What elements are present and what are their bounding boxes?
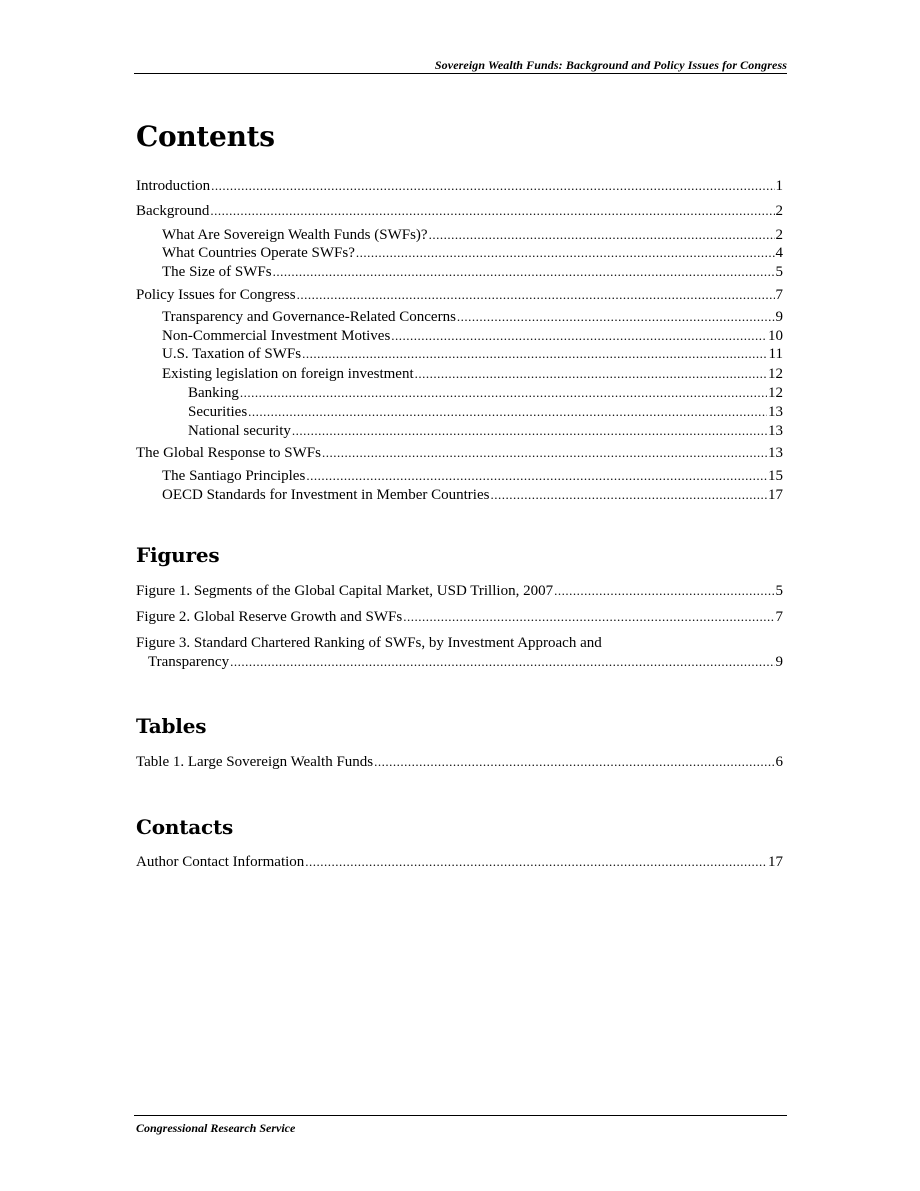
toc-entry-label: Existing legislation on foreign investment <box>162 366 414 382</box>
footer-org: Congressional Research Service <box>136 1121 296 1135</box>
toc-entry-page: 6 <box>775 754 783 770</box>
toc-leader-dots <box>554 582 774 600</box>
toc-entry-label: U.S. Taxation of SWFs <box>162 346 302 362</box>
toc-entry-national-security[interactable] <box>188 422 783 440</box>
toc-entry-label: The Santiago Principles <box>162 468 306 484</box>
toc-entry-introduction[interactable] <box>136 177 783 195</box>
toc-entry-table-1[interactable] <box>136 753 783 771</box>
toc-entry-label: Introduction <box>136 178 211 194</box>
toc-leader-dots <box>292 422 767 440</box>
toc-entry-figure-1[interactable] <box>136 582 783 600</box>
toc-entry-figure-3[interactable] <box>148 653 783 671</box>
toc-leader-dots <box>490 486 767 504</box>
toc-entry-label: Figure 1. Segments of the Global Capital Market, USD Trillion, 2007 <box>136 583 554 599</box>
toc-entry-page: 13 <box>768 445 783 461</box>
toc-entry-policy-issues[interactable] <box>136 286 783 304</box>
toc-entry-page: 12 <box>768 366 783 382</box>
toc-leader-dots <box>240 384 767 402</box>
toc-entry-page: 17 <box>768 487 783 503</box>
toc-entry-page: 12 <box>768 385 783 401</box>
toc-leader-dots <box>302 345 767 363</box>
toc-entry-label: Transparency <box>148 654 230 670</box>
toc-entry-page: 7 <box>775 287 783 303</box>
toc-entry-page: 9 <box>775 654 783 670</box>
toc-entry-label: OECD Standards for Investment in Member Countries <box>162 487 490 503</box>
toc-entry-label: Non-Commercial Investment Motives <box>162 328 391 344</box>
toc-entry-label: The Global Response to SWFs <box>136 445 321 461</box>
toc-entry-non-commercial[interactable] <box>162 327 783 345</box>
toc-entry-page: 2 <box>775 203 783 219</box>
toc-leader-dots <box>403 608 774 626</box>
toc-entry-us-taxation[interactable] <box>162 345 783 363</box>
toc-leader-dots <box>211 177 774 195</box>
toc-entry-label: National security <box>188 423 291 439</box>
toc-entry-label: Banking <box>188 385 239 401</box>
toc-leader-dots <box>457 308 775 326</box>
tables-heading: Tables <box>136 714 207 738</box>
contents-heading: Contents <box>136 120 275 153</box>
toc-entry-page: 7 <box>775 609 783 625</box>
toc-entry-global-response[interactable] <box>136 444 783 462</box>
toc-leader-dots <box>230 653 774 671</box>
toc-leader-dots <box>273 263 775 281</box>
toc-entry-banking[interactable] <box>188 384 783 402</box>
toc-entry-page: 15 <box>768 468 783 484</box>
toc-entry-securities[interactable] <box>188 403 783 421</box>
toc-leader-dots <box>429 226 775 244</box>
toc-entry-page: 11 <box>768 346 783 362</box>
toc-entry-label: Table 1. Large Sovereign Wealth Funds <box>136 754 374 770</box>
toc-entry-santiago[interactable] <box>162 467 783 485</box>
toc-entry-label: Background <box>136 203 210 219</box>
toc-entry-page: 2 <box>775 227 783 243</box>
running-header <box>134 54 787 74</box>
toc-entry-label: Transparency and Governance-Related Concerns <box>162 309 456 325</box>
toc-leader-dots <box>248 403 767 421</box>
toc-entry-label: Author Contact Information <box>136 854 305 870</box>
toc-entry-oecd[interactable] <box>162 486 783 504</box>
figures-heading: Figures <box>136 543 220 567</box>
toc-entry-label: Policy Issues for Congress <box>136 287 296 303</box>
toc-entry-size-of-swfs[interactable] <box>162 263 783 281</box>
toc-leader-dots <box>297 286 775 304</box>
toc-entry-figure-2[interactable] <box>136 608 783 626</box>
toc-entry-page: 13 <box>768 404 783 420</box>
toc-entry-transparency[interactable] <box>162 308 783 326</box>
toc-entry-page: 1 <box>775 178 783 194</box>
toc-leader-dots <box>415 365 767 383</box>
toc-leader-dots <box>306 467 767 485</box>
toc-leader-dots <box>356 244 775 262</box>
page-footer <box>134 1115 787 1135</box>
toc-entry-page: 13 <box>768 423 783 439</box>
toc-leader-dots <box>210 202 774 220</box>
toc-entry-what-countries[interactable] <box>162 244 783 262</box>
toc-entry-label: Securities <box>188 404 248 420</box>
running-title: Sovereign Wealth Funds: Background and Policy Issues for Congress <box>434 58 787 72</box>
toc-entry-existing-legislation[interactable] <box>162 365 783 383</box>
contacts-heading: Contacts <box>136 815 234 839</box>
toc-entry-page: 17 <box>768 854 783 870</box>
toc-entry-page: 10 <box>768 328 783 344</box>
toc-entry-what-are-swfs[interactable] <box>162 226 783 244</box>
toc-entry-label: The Size of SWFs <box>162 264 272 280</box>
toc-entry-label: What Are Sovereign Wealth Funds (SWFs)? <box>162 227 428 243</box>
toc-entry-label: Figure 2. Global Reserve Growth and SWFs <box>136 609 403 625</box>
toc-entry-page: 5 <box>775 583 783 599</box>
toc-entry-figure-3-line1[interactable]: Figure 3. Standard Chartered Ranking of SWFs, by Investment Approach and <box>136 635 602 651</box>
toc-entry-background[interactable] <box>136 202 783 220</box>
toc-entry-page: 4 <box>775 245 783 261</box>
toc-entry-page: 9 <box>775 309 783 325</box>
toc-entry-label: What Countries Operate SWFs? <box>162 245 355 261</box>
toc-leader-dots <box>374 753 774 771</box>
toc-leader-dots <box>305 853 767 871</box>
toc-leader-dots <box>322 444 767 462</box>
toc-entry-author-contact[interactable] <box>136 853 783 871</box>
toc-leader-dots <box>391 327 767 345</box>
toc-entry-page: 5 <box>775 264 783 280</box>
